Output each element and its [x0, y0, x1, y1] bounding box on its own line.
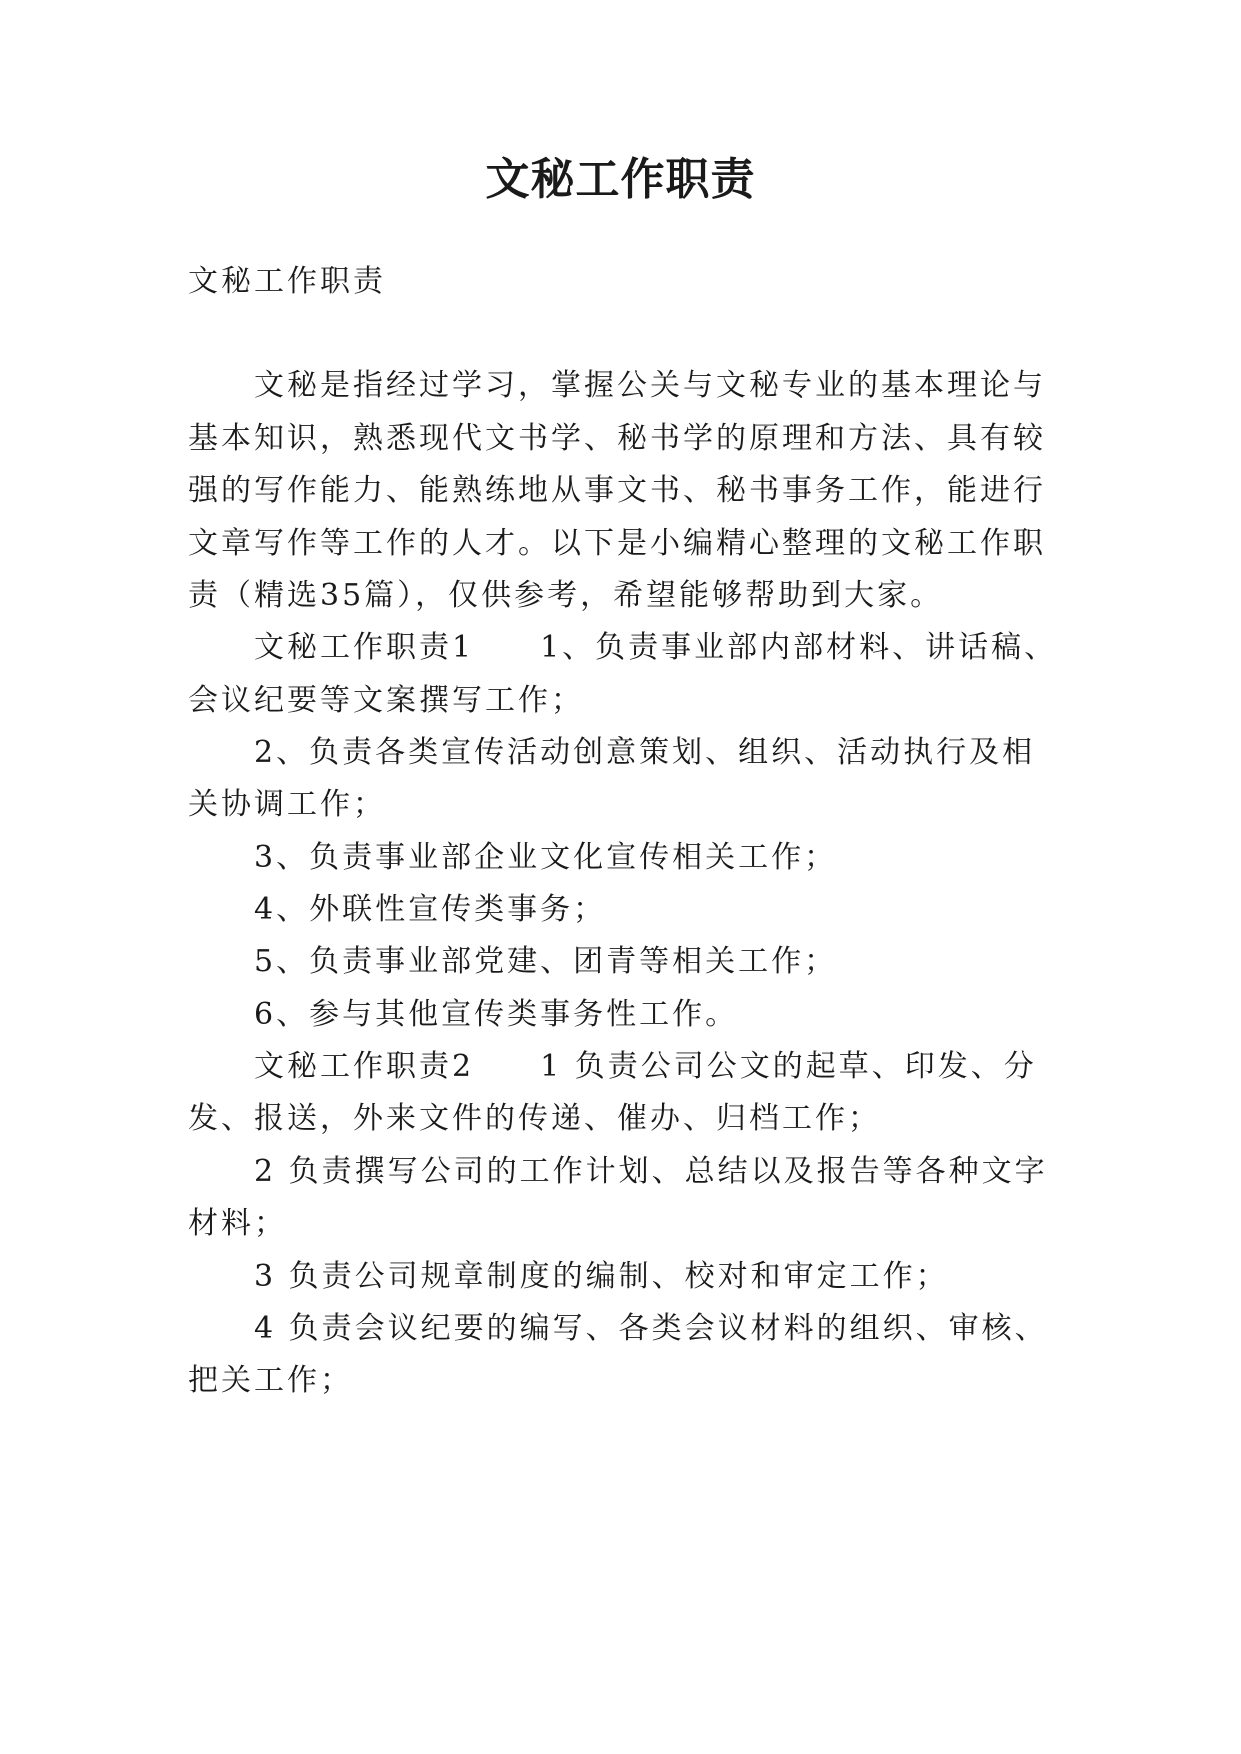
section-heading-line: 文秘工作职责1 1、负责事业部内部材料、讲话稿、 — [254, 630, 1058, 665]
list-item: 4、外联性宣传类事务； — [254, 892, 607, 927]
paragraph-line: 把关工作； — [188, 1363, 353, 1398]
list-item: 6、参与其他宣传类事务性工作。 — [254, 997, 739, 1032]
document-title: 文秘工作职责 — [485, 154, 756, 205]
paragraph-line: 会议纪要等文案撰写工作； — [188, 683, 584, 718]
list-item: 3、负责事业部企业文化宣传相关工作； — [254, 840, 838, 875]
document-subtitle: 文秘工作职责 — [188, 264, 386, 299]
paragraph-line: 文章写作等工作的人才。以下是小编精心整理的文秘工作职 — [188, 526, 1046, 561]
paragraph-line: 材料； — [188, 1206, 287, 1241]
list-item: 5、负责事业部党建、团青等相关工作； — [254, 944, 838, 979]
paragraph-line: 责（精选35篇），仅供参考，希望能够帮助到大家。 — [188, 578, 944, 613]
list-item: 2、负责各类宣传活动创意策划、组织、活动执行及相 — [254, 735, 1036, 770]
paragraph-line: 强的写作能力、能熟练地从事文书、秘书事务工作，能进行 — [188, 473, 1046, 508]
section-heading-line: 文秘工作职责2 1 负责公司公文的起草、印发、分 — [254, 1049, 1037, 1084]
paragraph-line: 文秘是指经过学习，掌握公关与文秘专业的基本理论与 — [254, 368, 1046, 403]
list-item: 3 负责公司规章制度的编制、校对和审定工作； — [254, 1259, 949, 1294]
list-item: 2 负责撰写公司的工作计划、总结以及报告等各种文字 — [254, 1154, 1048, 1189]
paragraph-line: 关协调工作； — [188, 787, 386, 822]
list-item: 4 负责会议纪要的编写、各类会议材料的组织、审核、 — [254, 1311, 1048, 1346]
paragraph-line: 基本知识，熟悉现代文书学、秘书学的原理和方法、具有较 — [188, 421, 1046, 456]
paragraph-line: 发、报送，外来文件的传递、催办、归档工作； — [188, 1101, 881, 1136]
